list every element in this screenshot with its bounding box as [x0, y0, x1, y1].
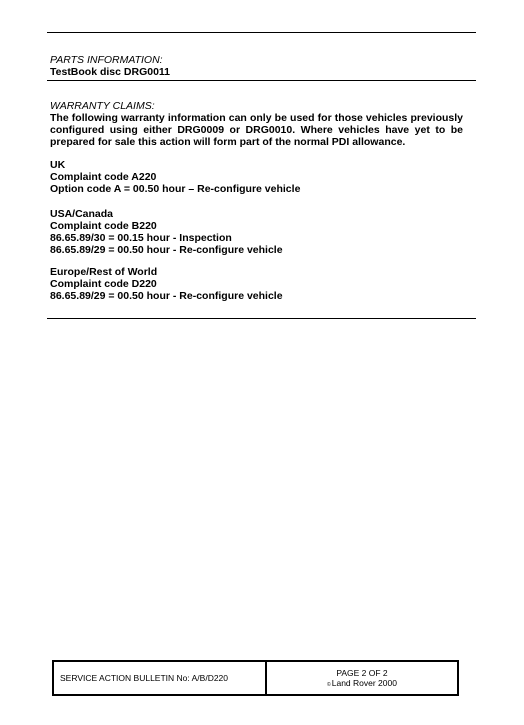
copyright-line [327, 678, 397, 688]
region-name: Europe/Rest of World [50, 266, 158, 278]
footer-box [52, 660, 459, 696]
copyright-text: Land Rover 2000 [331, 678, 397, 688]
parts-information-section [50, 54, 463, 78]
top-rule [47, 32, 476, 33]
region-usa-canada [50, 208, 463, 256]
bottom-rule [47, 318, 476, 319]
region-line: 86.65.89/29 = 00.50 hour - Re-configure vehicle [50, 290, 283, 302]
warranty-section [50, 100, 463, 148]
page-number: PAGE 2 OF 2 [336, 668, 388, 678]
region-line: Option code A = 00.50 hour – Re-configure vehicle [50, 183, 301, 195]
warranty-heading: WARRANTY CLAIMS: [50, 100, 155, 112]
footer-bulletin-cell [54, 662, 267, 694]
parts-heading: PARTS INFORMATION: [50, 54, 163, 66]
bulletin-number: SERVICE ACTION BULLETIN No: A/B/D220 [60, 673, 229, 683]
region-line: 86.65.89/30 = 00.15 hour - Inspection [50, 232, 232, 244]
region-name: UK [50, 159, 66, 171]
region-line: Complaint code A220 [50, 171, 157, 183]
region-line: Complaint code D220 [50, 278, 157, 290]
footer-page-cell [267, 662, 457, 694]
region-name: USA/Canada [50, 208, 114, 220]
parts-divider-rule [47, 80, 476, 81]
region-line: 86.65.89/29 = 00.50 hour - Re-configure vehicle [50, 244, 283, 256]
region-europe-rest-of-world [50, 266, 463, 302]
copyright-symbol: © [327, 682, 331, 688]
region-uk [50, 159, 463, 195]
region-line: Complaint code B220 [50, 220, 157, 232]
parts-text: TestBook disc DRG0011 [50, 66, 171, 78]
warranty-paragraph: The following warranty information can only be used for those vehicles previously configured using either DRG0009 or DRG0010. Where vehicles have yet to be prepared for sale this action will form part of the normal PDI allowance. [50, 112, 463, 148]
